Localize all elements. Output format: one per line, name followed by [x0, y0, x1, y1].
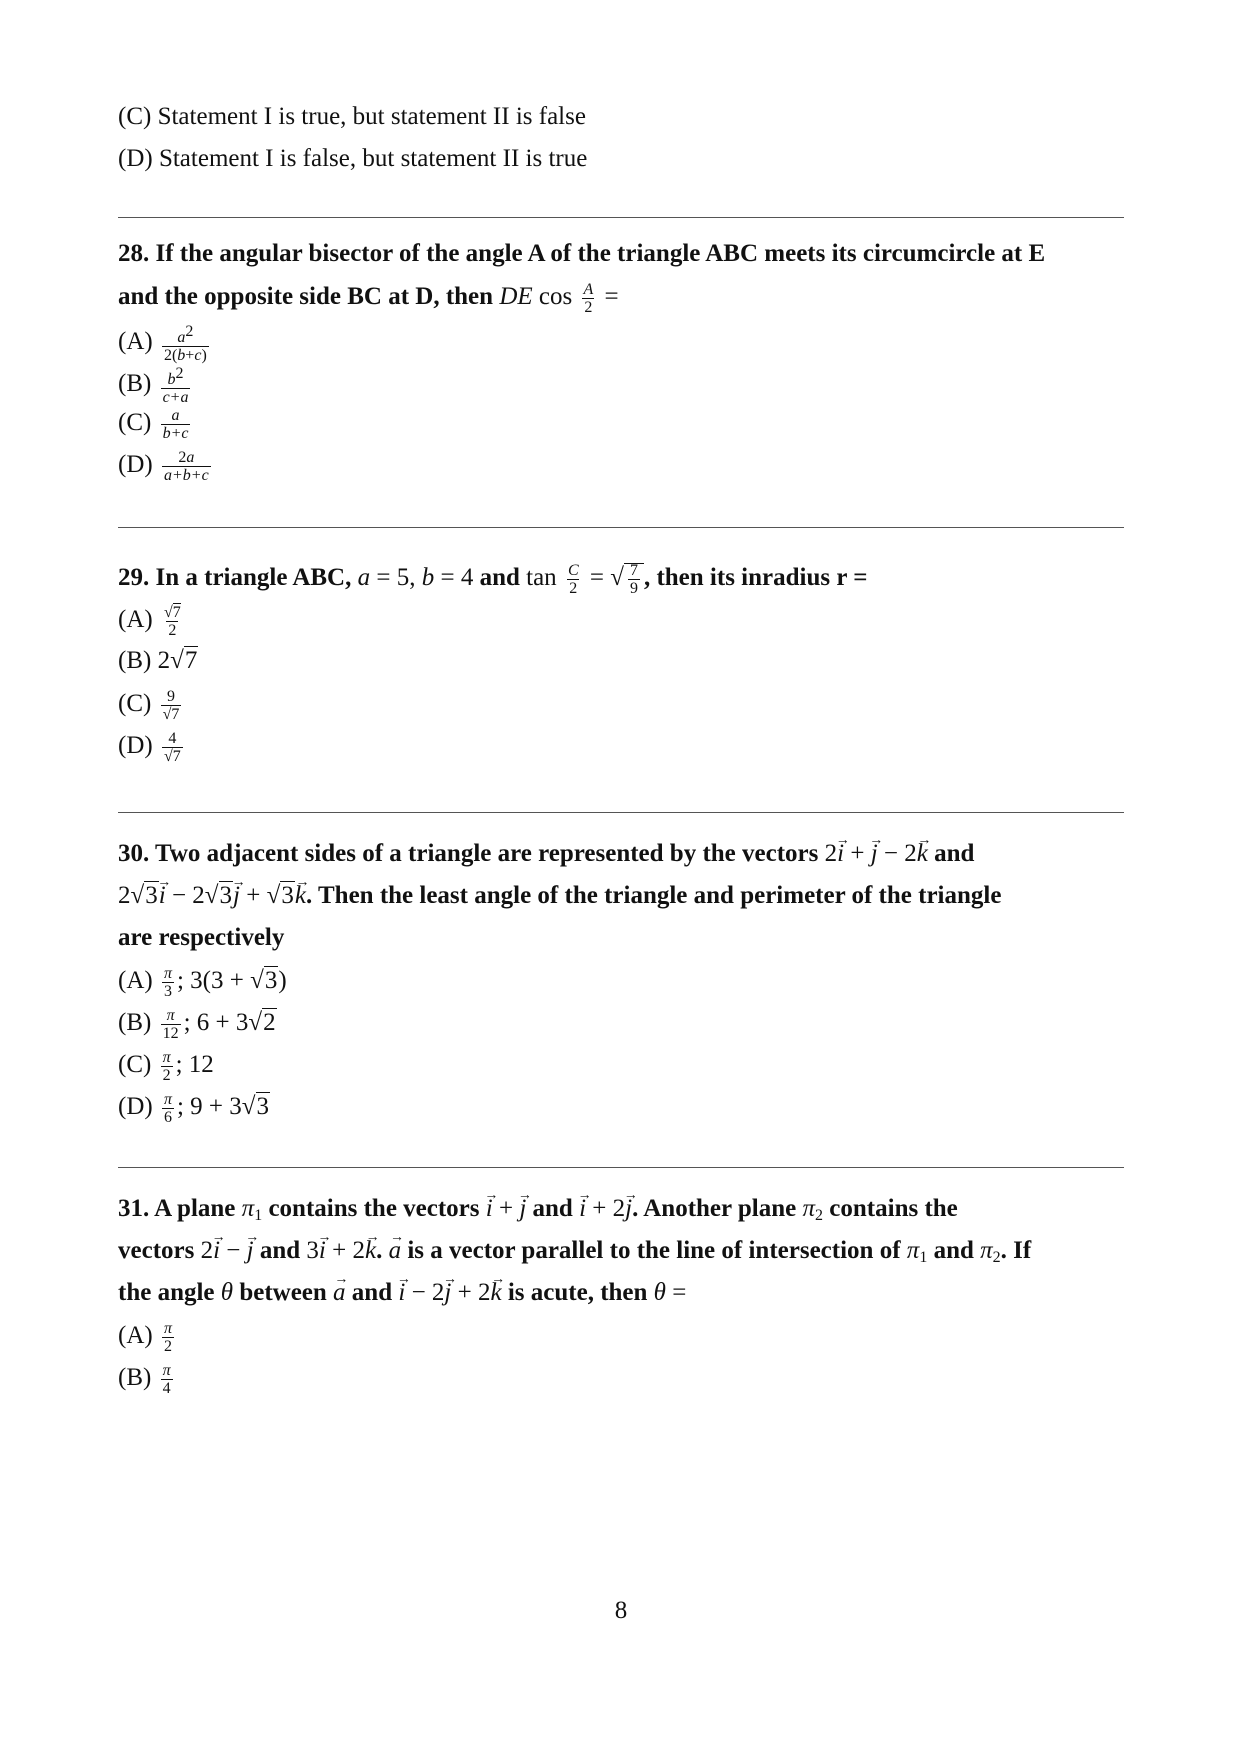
q28-text-line2 — [118, 281, 619, 316]
q30-option-d: (D) $\frac{\pi}{6}$ ; 9 + 3√3 — [118, 1091, 270, 1126]
q28-text-line1: 28. If the angular bisector of the angle A of the triangle ABC meets its circumcircle at E — [118, 240, 1046, 267]
q29-option-a: (A) $\frac{√7}{2}$ — [118, 604, 181, 639]
prev-option-c: (C) Statement I is true, but statement II is false — [118, 103, 586, 130]
q30-text-part2: . Then the least angle of the triangle and perimeter of the triangle — [305, 882, 1002, 909]
q31-text-line3: the angle θ between a → and i → − 2j → + 2k → is acute, then θ = — [118, 1278, 686, 1308]
q31-text-line1: 31. A plane $\pi_1$ contains the vectors i → + j → and i → + 2j →. Another plane $\pi_2$ contains the — [118, 1194, 958, 1231]
q30-vec1: 2i → + j → − 2k → — [825, 840, 928, 867]
q30-vec2: 2√3i → − 2√3j → + √3k → — [118, 882, 306, 909]
prev-option-d: (D) Statement I is false, but statement II is true — [118, 145, 588, 172]
q30-option-b: (B) $\frac{\pi}{12}$ ; 6 + 3√2 — [118, 1007, 276, 1042]
option-label: (A) — [118, 328, 153, 356]
q29-option-b: (B) 2√7 — [118, 647, 198, 674]
q30-text-line3: are respectively — [118, 924, 285, 951]
q30-text-and: and — [934, 840, 975, 867]
option-label: (C) — [118, 1051, 152, 1079]
q29-text-part2: , then its inradius r = — [643, 564, 868, 592]
q28-option-c: (C) $\frac{a}{b+c}$ — [118, 407, 189, 442]
q30-text-line1 — [118, 839, 974, 869]
q31-option-b: (B) $\frac{\pi}{4}$ — [118, 1362, 171, 1397]
q31-option-a: (A) $\frac{\pi}{2}$ — [118, 1320, 172, 1355]
option-label: (D) — [118, 1093, 153, 1121]
q30-text-line2 — [118, 881, 1001, 911]
q28-option-a: (A) $\frac{a2}{2(b+c)}$ — [118, 323, 207, 364]
divider — [118, 527, 1124, 528]
option-label: (A) — [118, 606, 153, 634]
option-label: (D) — [118, 451, 153, 479]
q29-text-part1: 29. In a triangle ABC, — [118, 564, 352, 592]
q28-text: and the opposite side BC at D, then — [118, 283, 494, 311]
divider — [118, 1167, 1124, 1168]
q30-option-a: (A) $\frac{\pi}{3}$ ; 3(3 + √3) — [118, 965, 287, 1000]
option-label: (B) — [118, 370, 152, 398]
q29-math1: a = 5, b = 4 — [357, 564, 474, 592]
q29-option-d: (D) $\frac{4}{√7}$ — [118, 730, 181, 765]
page-number: 8 — [614, 1597, 628, 1624]
q28-option-d: (D) $\frac{2a}{a+b+c}$ — [118, 449, 209, 484]
option-label: (B) — [118, 1009, 152, 1037]
option-label: (C) — [118, 409, 152, 437]
option-label: (B) — [118, 647, 152, 674]
q28-option-b: (B) $\frac{b2}{c+a}$ — [118, 365, 189, 406]
q31-text-line2: vectors 2i → − j → and 3i → + 2k →. a → is a vector parallel to the line of intersection of $\pi_1$ and $\pi_2$. If — [118, 1236, 1031, 1273]
q28-math: DE cos $\frac{A}{2}$ = — [499, 281, 619, 316]
option-label: (C) — [118, 690, 152, 718]
q29-text-and: and — [479, 564, 520, 592]
option-label: (D) — [118, 732, 153, 760]
q30-text-part1: 30. Two adjacent sides of a triangle are represented by the vectors — [118, 840, 819, 867]
option-label: (A) — [118, 1322, 153, 1350]
divider — [118, 812, 1124, 813]
q30-option-c: (C) $\frac{\pi}{2}$ ; 12 — [118, 1049, 214, 1084]
option-label: (B) — [118, 1364, 152, 1392]
q29-text — [118, 562, 868, 597]
q29-math2: tan $\frac{C}{2}$ = √ $\frac{7}{9}$ — [526, 564, 644, 591]
document-page — [118, 0, 1124, 1754]
q29-option-c: (C) $\frac{9}{√7}$ — [118, 688, 180, 723]
option-label: (A) — [118, 967, 153, 995]
divider — [118, 217, 1124, 218]
